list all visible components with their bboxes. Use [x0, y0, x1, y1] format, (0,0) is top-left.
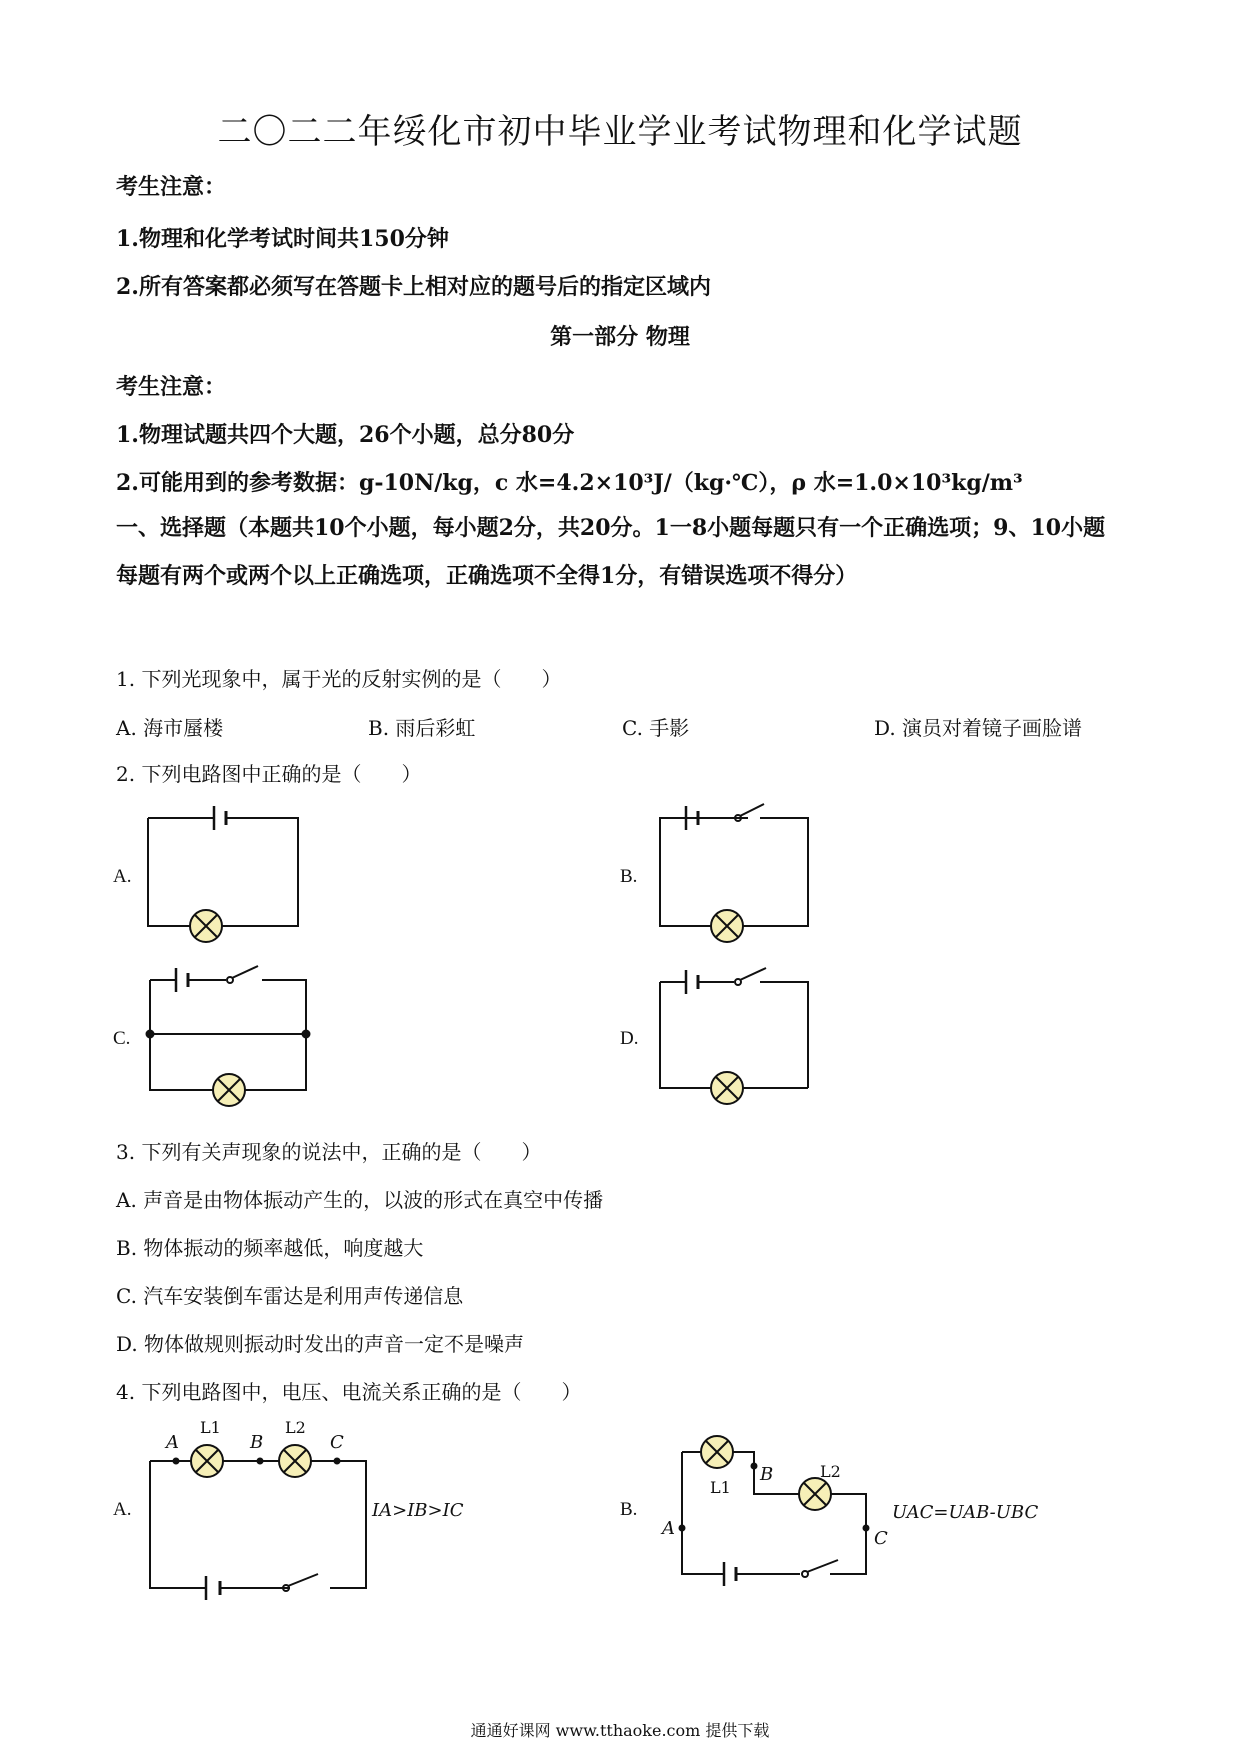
q4a-point-b: B — [250, 1432, 264, 1453]
q1-option-d: D. 演员对着镜子画脸谱 — [874, 716, 1083, 740]
q4b-point-c: C — [874, 1528, 888, 1549]
page-footer: 通通好课网 www.tthaoke.com 提供下载 — [470, 1721, 770, 1740]
q4a-point-a: A — [166, 1432, 179, 1453]
q4-label-b: B. — [620, 1499, 638, 1520]
q1-option-a: A. 海市蜃楼 — [116, 716, 224, 740]
lamp-icon — [711, 1072, 743, 1104]
lamp-icon — [279, 1445, 311, 1477]
q1-option-b: B. 雨后彩虹 — [368, 716, 476, 740]
q3-option-d: D. 物体做规则振动时发出的声音一定不是噪声 — [116, 1332, 525, 1356]
circuit-a — [148, 806, 298, 942]
question-4-stem: 4. 下列电路图中，电压、电流关系正确的是（ ） — [116, 1380, 582, 1404]
page-title: 二〇二二年绥化市初中毕业学业考试物理和化学试题 — [217, 112, 1023, 152]
circuit-b — [660, 804, 808, 942]
lamp-icon — [701, 1436, 733, 1468]
q4b-relation: UAC=UAB-UBC — [892, 1502, 1039, 1523]
q3-option-c: C. 汽车安装倒车雷达是利用声传递信息 — [116, 1284, 464, 1308]
q4b-lamp-1: L1 — [710, 1478, 731, 1497]
physics-notice-item-1: 1.物理试题共四个大题，26个小题，总分80分 — [116, 422, 575, 448]
lamp-icon — [213, 1074, 245, 1106]
q4-circuit-a — [150, 1445, 366, 1600]
circuit-d — [660, 968, 808, 1104]
q3-option-b: B. 物体振动的频率越低，响度越大 — [116, 1236, 424, 1260]
q4b-point-a: A — [662, 1518, 675, 1539]
q4b-point-b: B — [760, 1464, 774, 1485]
q2-label-a: A. — [113, 866, 132, 887]
physics-notice-item-2: 2.可能用到的参考数据：g-10N/kg，c 水=4.2×10³J/（kg·℃），ρ 水=1.0×10³kg/m³ — [116, 470, 1023, 496]
q4b-lamp-2: L2 — [820, 1462, 841, 1481]
q4-circuit-b — [680, 1436, 869, 1586]
q2-label-b: B. — [620, 866, 638, 887]
q3-option-a: A. 声音是由物体振动产生的，以波的形式在真空中传播 — [116, 1188, 604, 1212]
lamp-icon — [190, 910, 222, 942]
q1-option-c: C. 手影 — [622, 716, 690, 740]
question-1-stem: 1. 下列光现象中，属于光的反射实例的是（ ） — [116, 667, 562, 691]
physics-notice-heading: 考生注意： — [116, 374, 227, 400]
lamp-icon — [711, 910, 743, 942]
q4a-lamp-1: L1 — [200, 1418, 221, 1437]
notice-heading: 考生注意： — [116, 174, 227, 200]
q4-label-a: A. — [113, 1499, 132, 1520]
q2-label-d: D. — [620, 1028, 639, 1049]
part-title: 第一部分 物理 — [550, 324, 690, 350]
notice-item-1: 1.物理和化学考试时间共150分钟 — [116, 226, 449, 252]
section-heading: 一、选择题（本题共10个小题，每小题2分，共20分。1一8小题每题只有一个正确选项；9、10小题每题有两个或两个以上正确选项，正确选项不全得1分，有错误选项不得分） — [116, 515, 1106, 589]
q2-label-c: C. — [113, 1028, 131, 1049]
q4a-point-c: C — [330, 1432, 344, 1453]
q4a-relation: IA>IB>IC — [372, 1500, 464, 1521]
question-3-stem: 3. 下列有关声现象的说法中，正确的是（ ） — [116, 1140, 542, 1164]
circuit-c — [147, 966, 310, 1106]
question-2-stem: 2. 下列电路图中正确的是（ ） — [116, 762, 422, 786]
notice-item-2: 2.所有答案都必须写在答题卡上相对应的题号后的指定区域内 — [116, 274, 711, 300]
lamp-icon — [191, 1445, 223, 1477]
lamp-icon — [799, 1478, 831, 1510]
q4a-lamp-2: L2 — [285, 1418, 306, 1437]
